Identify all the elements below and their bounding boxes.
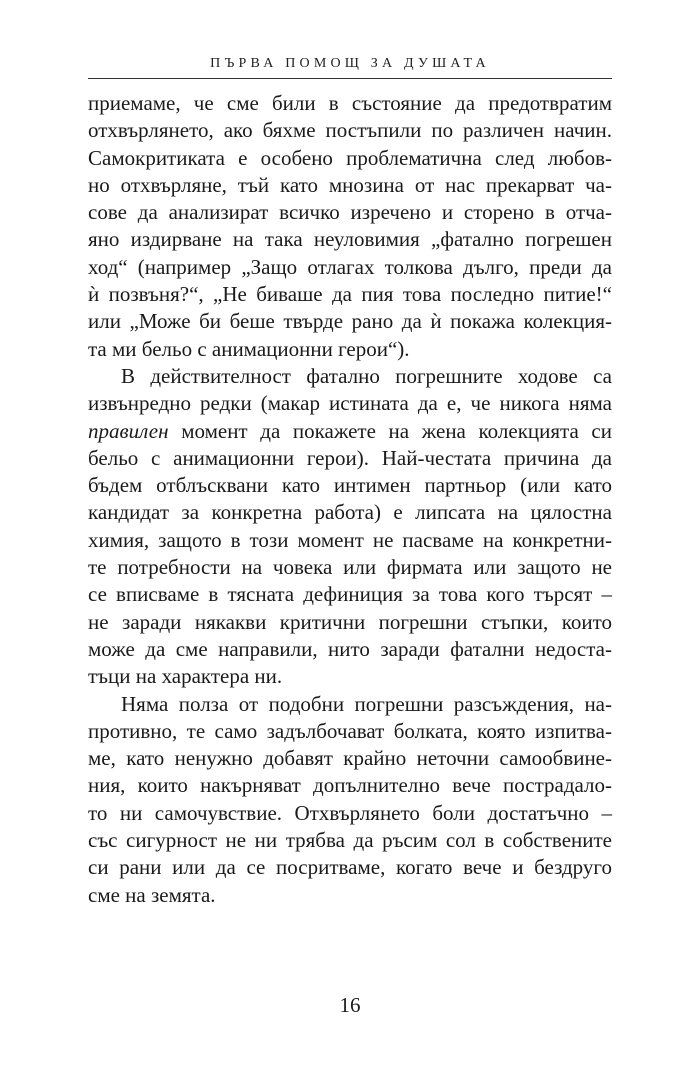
text-line: отхвърлянето, ако бяхме постъпили по различен начин. bbox=[88, 118, 612, 143]
text-line: Самокритиката е особено проблематична след любов- bbox=[88, 145, 612, 170]
text-line: яно издирване на така неуловимия „фатално погрешен bbox=[88, 227, 612, 252]
text-line: та ми бельо с анимационни герои“). bbox=[88, 336, 410, 361]
text-line: кандидат за конкретна работа) е липсата на цялостна bbox=[88, 500, 612, 525]
text-line: ме, като ненужно добавят крайно неточни самообвине- bbox=[88, 746, 612, 771]
paragraph-3 bbox=[88, 691, 612, 909]
text-line: извънредно редки (макар истината да е, че никога няма bbox=[88, 391, 612, 416]
text-line: приемаме, че сме били в състояние да предотвратим bbox=[88, 91, 612, 115]
text-line: или „Може би беше твърде рано да ѝ покажа колекция- bbox=[88, 309, 612, 334]
running-head-title: ПЪРВА ПОМОЩ ЗА ДУШАТА bbox=[210, 56, 490, 71]
text-line: ния, които накърняват допълнително вече пострадало- bbox=[88, 773, 612, 798]
paragraph-1 bbox=[88, 90, 612, 363]
text-line: Няма полза от подобни погрешни разсъждения, на- bbox=[121, 691, 612, 716]
text-line: ход“ (например „Защо отлагах толкова дълго, преди да bbox=[88, 254, 612, 279]
text-line: бъдем отблъсквани като интимен партньор (или като bbox=[88, 473, 612, 498]
text-segment: момент да покажете на жена колекцията си bbox=[168, 418, 612, 443]
page-number: 16 bbox=[339, 993, 361, 1017]
text-line: химия, защото в този момент не пасваме на конкретни- bbox=[88, 527, 612, 552]
emphasis-word: правилен bbox=[88, 418, 169, 443]
header-rule bbox=[88, 78, 612, 79]
text-line: В действителност фатално погрешните ходове са bbox=[121, 363, 612, 388]
text-line: но отхвърляне, тъй като мнозина от нас прекарват ча- bbox=[88, 172, 612, 197]
paragraph-2 bbox=[88, 363, 612, 691]
text-line: ѝ позвъня?“, „Не биваше да пия това последно питие!“ bbox=[88, 282, 612, 307]
text-line: се вписваме в тясната дефиниция за това кого търсят – bbox=[88, 582, 612, 607]
text-line: със сигурност не ни трябва да ръсим сол в собствените bbox=[88, 828, 612, 853]
text-line: може да сме направили, нито заради фатални недоста- bbox=[88, 636, 612, 661]
text-line: сове да анализират всичко изречено и сторено в отча- bbox=[88, 200, 612, 225]
text-line: не заради някакви критични погрешни стъпки, които bbox=[88, 609, 612, 634]
text-line-with-emphasis bbox=[88, 418, 612, 445]
text-line: противно, те само задълбочават болката, която изпитва- bbox=[88, 718, 612, 743]
text-line: си рани или да се посритваме, когато вече и бездруго bbox=[88, 855, 612, 880]
text-line: бельо с анимационни герои). Най-честата причина да bbox=[88, 445, 612, 470]
text-line: то ни самочувствие. Отхвърлянето боли достатъчно – bbox=[88, 800, 612, 825]
body-text bbox=[88, 90, 612, 909]
text-line: те потребности на човека или фирмата или защото не bbox=[88, 555, 612, 580]
text-line: сме на земята. bbox=[88, 882, 216, 907]
text-line: тъци на характера ни. bbox=[88, 664, 283, 689]
